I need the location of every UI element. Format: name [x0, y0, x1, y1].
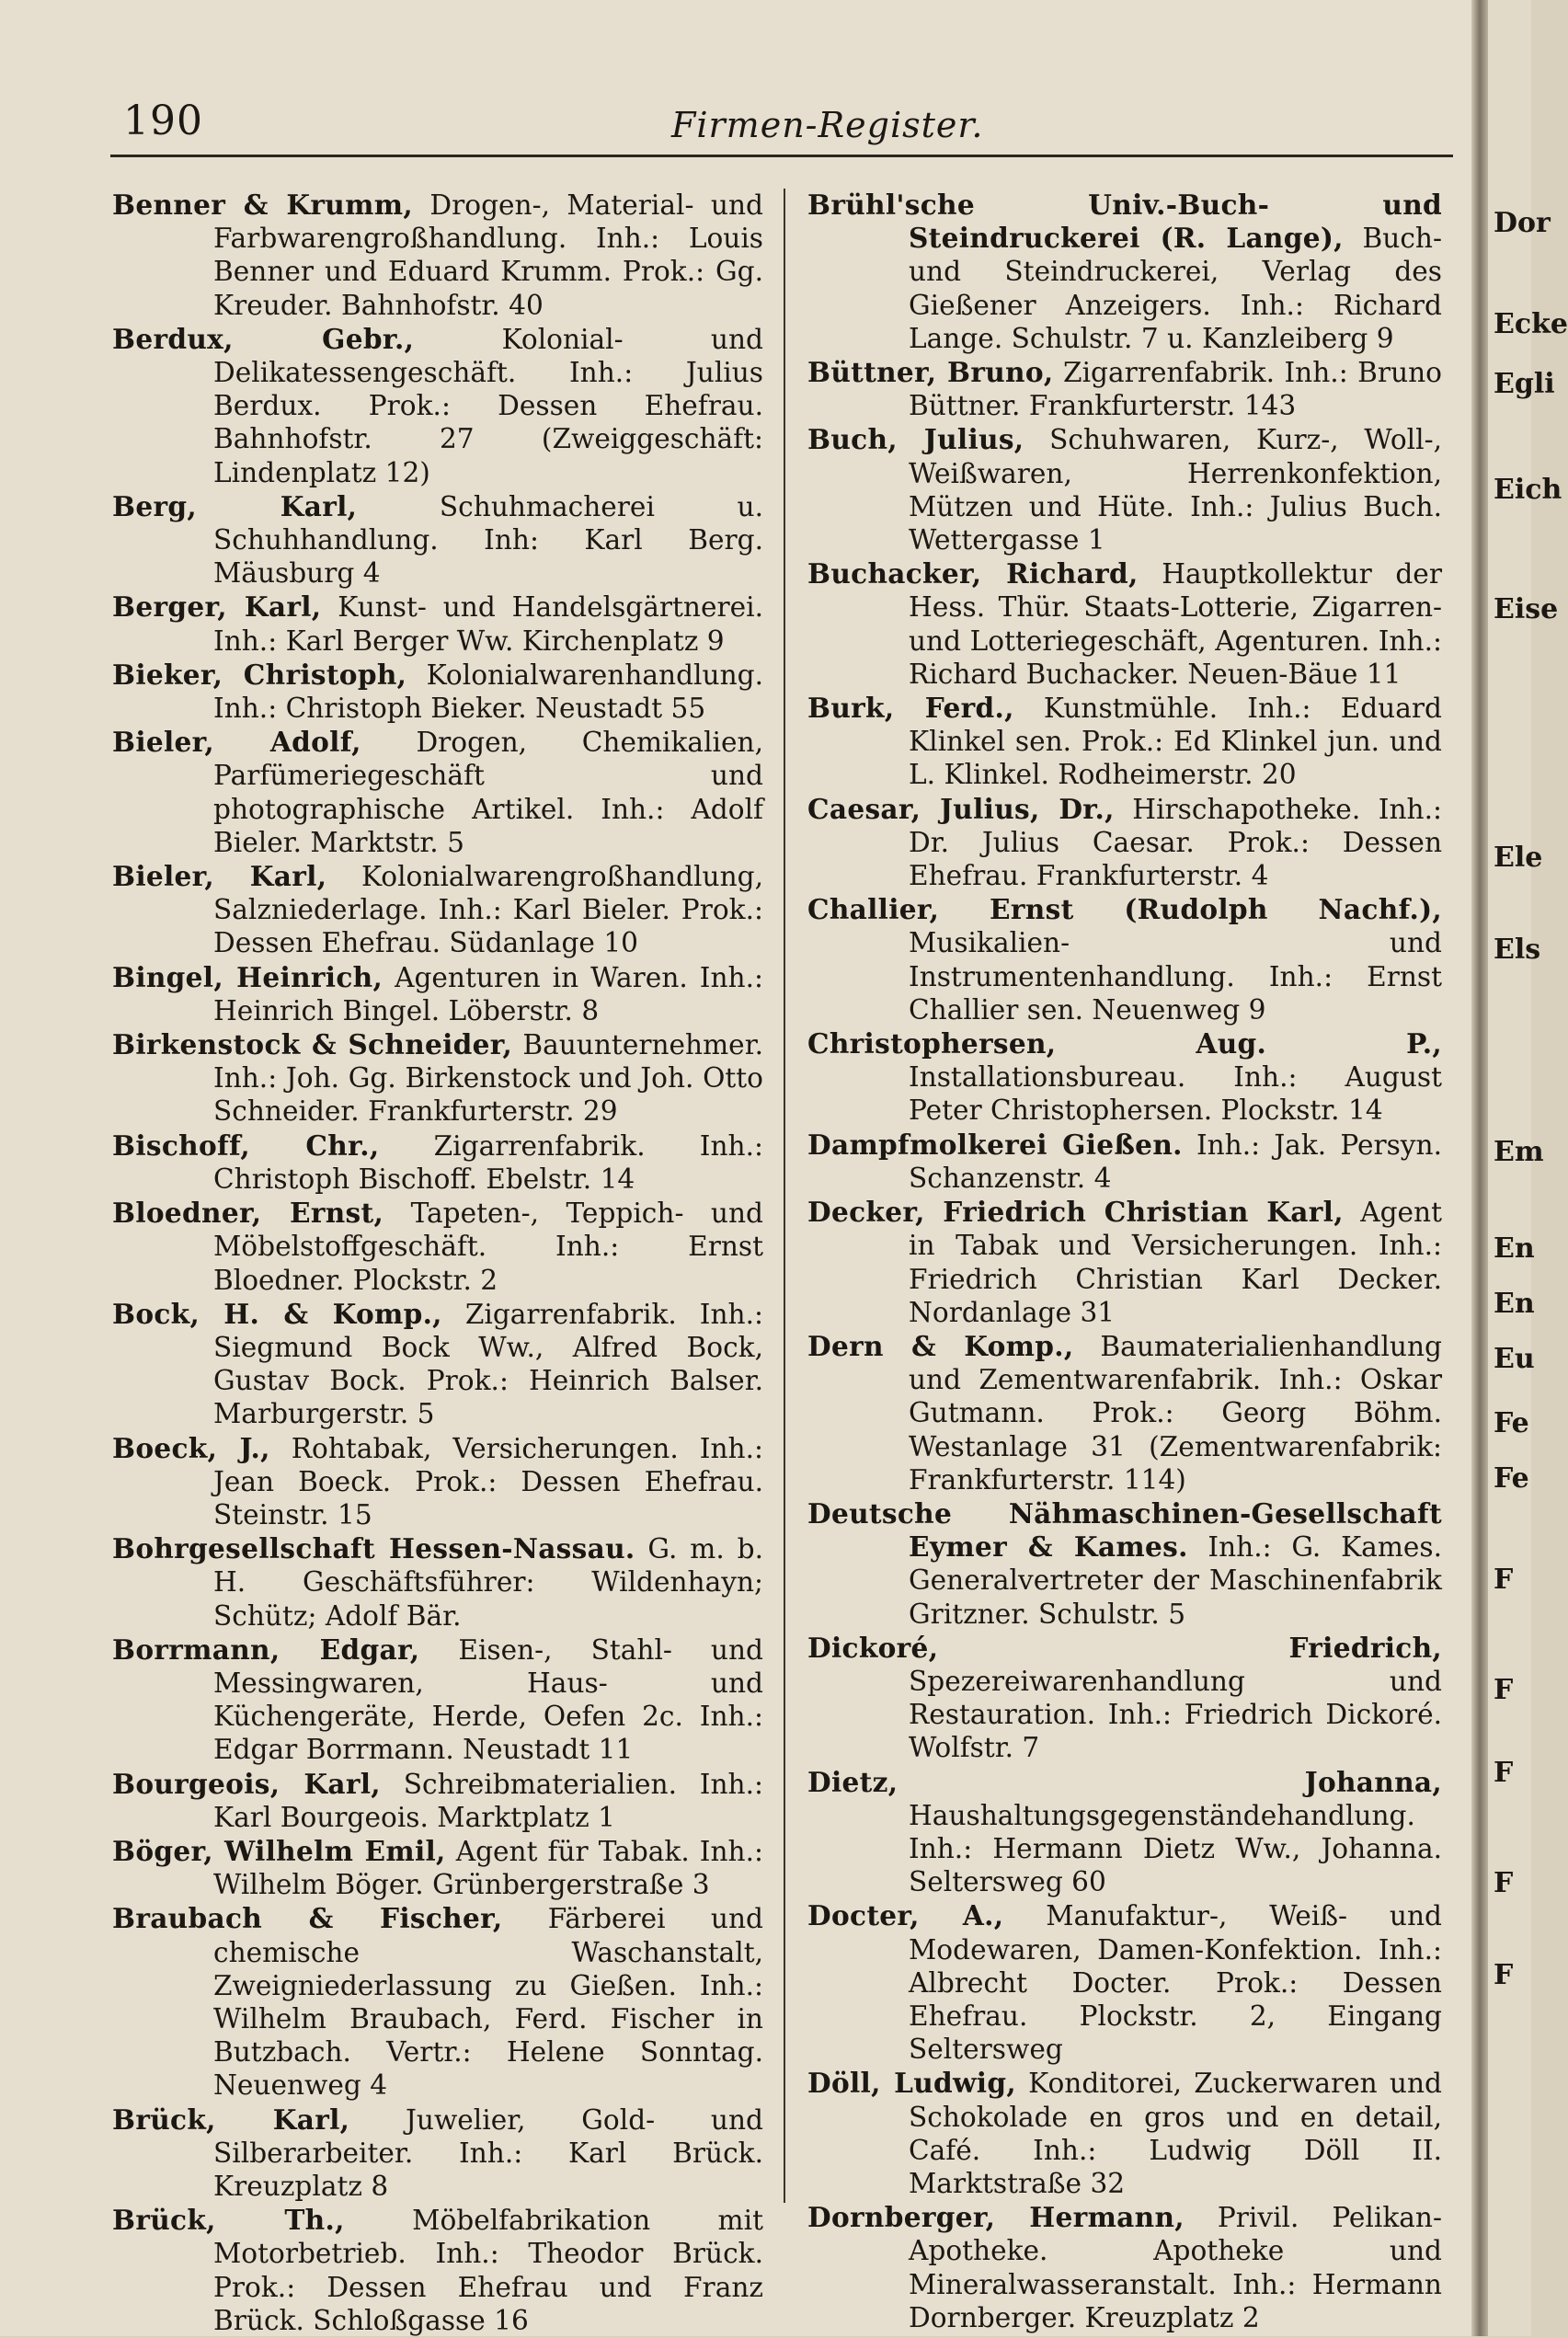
firm-name: Benner & Krumm,	[112, 189, 413, 221]
cropped-entry-fragment: F	[1494, 1867, 1514, 1899]
firm-details: Privil. Pelikan-Apotheke. Apotheke und Mineralwasseranstalt. Inh.: Hermann Dornberger. Kreuzplatz 2	[909, 2202, 1442, 2333]
cropped-entry-fragment: Eise	[1494, 593, 1559, 625]
register-entry	[112, 726, 763, 859]
register-entry	[112, 1532, 763, 1633]
register-entry	[112, 590, 763, 657]
firm-name: Buch, Julius,	[807, 423, 1024, 456]
firm-details: Schuhwaren, Kurz-, Woll-, Weißwaren, Herrenkonfektion, Mützen und Hüte. Inh.: Julius Buch. Wettergasse 1	[909, 424, 1442, 556]
firm-name: Dornberger, Hermann,	[807, 2201, 1185, 2234]
firm-details: Spezereiwarenhandlung und Restauration. Inh.: Friedrich Dickoré. Wolfstr. 7	[909, 1665, 1442, 1764]
cropped-entry-fragment: Em	[1494, 1136, 1544, 1168]
firm-name: Brück, Th.,	[112, 2204, 345, 2237]
firm-details: Eisen-, Stahl- und Messingwaren, Haus- und Küchengeräte, Herde, Oefen 2c. Inh.: Edgar Borrmann. Neustadt 11	[213, 1633, 763, 1766]
firm-name: Docter, A.,	[807, 1899, 1004, 1932]
firm-details: Drogen-, Material- und Farbwarengroßhandlung. Inh.: Louis Benner und Eduard Krumm. Prok.: Gg. Kreuder. Bahnhofstr. 40	[213, 189, 763, 321]
firm-details: Hirschapotheke. Inh.: Dr. Julius Caesar. Prok.: Dessen Ehefrau. Frankfurterstr. 4	[909, 793, 1442, 892]
firm-name: Berdux, Gebr.,	[112, 322, 415, 355]
right-column	[807, 189, 1442, 2335]
cropped-entry-fragment: En	[1494, 1232, 1535, 1265]
register-entry	[112, 961, 763, 1027]
register-entry	[112, 189, 763, 322]
firm-name: Dietz, Johanna,	[807, 1765, 1442, 1798]
register-entry	[807, 189, 1442, 355]
firm-name: Dern & Komp.,	[807, 1329, 1074, 1362]
firm-details: Agenturen in Waren. Inh.: Heinrich Bingel. Löberstr. 8	[213, 961, 763, 1026]
page-number: 190	[123, 97, 203, 144]
firm-details: Tapeten-, Teppich- und Möbelstoffgeschäft. Inh.: Ernst Bloedner. Plockstr. 2	[213, 1198, 763, 1296]
firm-name: Bischoff, Chr.,	[112, 1129, 380, 1162]
register-entry	[112, 323, 763, 489]
firm-name: Dampfmolkerei Gießen.	[807, 1128, 1183, 1161]
register-entry	[112, 1129, 763, 1196]
firm-name: Bieler, Karl,	[112, 860, 327, 893]
register-entry	[112, 1633, 763, 1767]
firm-name: Bloedner, Ernst,	[112, 1197, 384, 1230]
firm-name: Brühl'sche Univ.-Buch- und Steindruckerei (R. Lange),	[807, 189, 1442, 255]
firm-details: Agent in Tabak und Versicherungen. Inh.: Friedrich Christian Karl Decker. Nordanlage 31	[909, 1197, 1442, 1328]
firm-name: Bingel, Heinrich,	[112, 960, 383, 993]
register-entry	[112, 1835, 763, 1901]
firm-name: Bock, H. & Komp.,	[112, 1297, 442, 1330]
firm-details: Konditorei, Zuckerwaren und Schokolade en gros und en detail, Café. Inh.: Ludwig Döll II. Marktstraße 32	[909, 2068, 1442, 2199]
firm-name: Birkenstock & Schneider,	[112, 1028, 513, 1061]
cropped-entry-fragment: F	[1494, 1757, 1514, 1789]
header-rule	[110, 155, 1453, 157]
firm-details: Möbelfabrikation mit Motorbetrieb. Inh.: Theodor Brück. Prok.: Dessen Ehefrau und Franz Brück. Schloßgasse 16	[213, 2205, 763, 2336]
firm-details: Zigarrenfabrik. Inh.: Christoph Bischoff. Ebelstr. 14	[213, 1129, 763, 1195]
register-entry	[112, 490, 763, 590]
firm-details: Manufaktur-, Weiß- und Modewaren, Damen-Konfektion. Inh.: Albrecht Docter. Prok.: Dessen Ehefrau. Plockstr. 2, Eingang Seltersweg	[909, 1900, 1442, 2066]
cropped-entry-fragment: Egli	[1494, 368, 1555, 400]
register-entry	[807, 356, 1442, 422]
firm-details: Rohtabak, Versicherungen. Inh.: Jean Boeck. Prok.: Dessen Ehefrau. Steinstr. 15	[213, 1432, 763, 1530]
register-entry	[807, 423, 1442, 556]
cropped-entry-fragment: Ele	[1494, 842, 1543, 874]
register-entry	[112, 1768, 763, 1834]
firm-name: Caesar, Julius, Dr.,	[807, 792, 1115, 825]
register-entry	[807, 2067, 1442, 2200]
register-entry	[112, 860, 763, 960]
cropped-entry-fragment: Els	[1494, 934, 1541, 966]
cropped-entry-fragment: Fe	[1494, 1462, 1529, 1495]
firm-details: Kunst- und Handelsgärtnerei. Inh.: Karl Berger Ww. Kirchenplatz 9	[213, 591, 763, 657]
firm-name: Bohrgesellschaft Hessen-Nassau.	[112, 1532, 635, 1565]
cropped-entry-fragment: F	[1494, 1959, 1514, 1991]
firm-name: Burk, Ferd.,	[807, 692, 1014, 725]
register-entry	[807, 1632, 1442, 1765]
cropped-entry-fragment: Fe	[1494, 1407, 1529, 1439]
running-title: Firmen-Register.	[671, 105, 984, 145]
cropped-entry-fragment: En	[1494, 1288, 1535, 1320]
cropped-entry-fragment: F	[1494, 1674, 1514, 1706]
firm-details: Installationsbureau. Inh.: August Peter Christophersen. Plockstr. 14	[909, 1061, 1442, 1127]
firm-details: Musikalien- und Instrumentenhandlung. Inh.: Ernst Challier sen. Neuenweg 9	[909, 927, 1442, 1026]
register-entry	[112, 2103, 763, 2204]
firm-name: Bourgeois, Karl,	[112, 1767, 381, 1800]
firm-name: Bieler, Adolf,	[112, 726, 361, 759]
register-entry	[112, 1028, 763, 1129]
firm-name: Decker, Friedrich Christian Karl,	[807, 1196, 1344, 1229]
firm-name: Berg, Karl,	[112, 489, 358, 522]
firm-name: Büttner, Bruno,	[807, 356, 1054, 389]
firm-details: Drogen, Chemikalien, Parfümeriegeschäft und photographische Artikel. Inh.: Adolf Bieler. Marktstr. 5	[213, 727, 763, 858]
firm-name: Braubach & Fischer,	[112, 1902, 503, 1935]
firm-details: Baumaterialienhandlung und Zementwarenfabrik. Inh.: Oskar Gutmann. Prok.: Georg Böhm. Westanlage 31 (Zementwarenfabrik: Frankfurterstr. 114)	[909, 1330, 1442, 1496]
firm-details: Zigarrenfabrik. Inh.: Bruno Büttner. Frankfurterstr. 143	[909, 357, 1442, 422]
firm-name: Berger, Karl,	[112, 590, 322, 624]
register-entry	[807, 893, 1442, 1026]
column-divider	[784, 189, 785, 2203]
register-entry	[807, 1766, 1442, 1899]
cropped-entry-fragment: Ecke	[1494, 308, 1568, 340]
adjacent-page-edge	[1488, 0, 1568, 2336]
page-header	[110, 92, 1435, 166]
register-entry	[807, 1899, 1442, 2066]
register-entry	[112, 2204, 763, 2337]
firm-details: Inh.: G. Kames. Generalvertreter der Maschinenfabrik Gritzner. Schulstr. 5	[909, 1531, 1442, 1630]
firm-name: Böger, Wilhelm Emil,	[112, 1834, 446, 1867]
cropped-entry-fragment: F	[1494, 1564, 1514, 1596]
cropped-entry-fragment: Eu	[1494, 1343, 1535, 1375]
cropped-entry-fragment: Eich	[1494, 474, 1562, 506]
firm-name: Christophersen, Aug. P.,	[807, 1027, 1442, 1060]
register-entry	[112, 1432, 763, 1532]
cropped-entry-fragment: Dor	[1494, 207, 1551, 239]
book-gutter	[1471, 0, 1488, 2336]
firm-details: Agent für Tabak. Inh.: Wilhelm Böger. Grünbergerstraße 3	[213, 1835, 763, 1901]
firm-name: Brück, Karl,	[112, 2103, 350, 2136]
register-entry	[112, 1902, 763, 2102]
firm-details: Schuhmacherei u. Schuhhandlung. Inh: Karl Berg. Mäusburg 4	[213, 490, 763, 590]
register-entry	[807, 1129, 1442, 1195]
firm-details: Inh.: Jak. Persyn. Schanzenstr. 4	[909, 1129, 1442, 1194]
firm-details: Kolonialwarenhandlung. Inh.: Christoph Bieker. Neustadt 55	[213, 659, 763, 725]
register-entry	[807, 1196, 1442, 1329]
firm-details: Kolonialwarengroßhandlung, Salzniederlage. Inh.: Karl Bieler. Prok.: Dessen Ehefrau. Südanlage 10	[213, 861, 763, 959]
firm-details: Juwelier, Gold- und Silberarbeiter. Inh.: Karl Brück. Kreuzplatz 8	[213, 2103, 763, 2202]
firm-name: Deutsche Nähmaschinen-Gesellschaft Eymer & Kames.	[807, 1496, 1442, 1564]
register-entry	[807, 1027, 1442, 1128]
register-entry	[807, 2201, 1442, 2334]
register-entry	[807, 793, 1442, 893]
firm-details: Haushaltungsgegenständehandlung. Inh.: Hermann Dietz Ww., Johanna. Seltersweg 60	[909, 1799, 1442, 1898]
firm-details: Hauptkollektur der Hess. Thür. Staats-Lotterie, Zigarren- und Lotteriegeschäft, Agenturen. Inh.: Richard Buchacker. Neuen-Bäue 11	[909, 558, 1442, 690]
firm-details: Kunstmühle. Inh.: Eduard Klinkel sen. Prok.: Ed Klinkel jun. und L. Klinkel. Rodheimerstr. 20	[909, 693, 1442, 791]
firm-name: Challier, Ernst (Rudolph Nachf.),	[807, 893, 1442, 926]
firm-details: Schreibmaterialien. Inh.: Karl Bourgeois. Marktplatz 1	[213, 1768, 763, 1833]
register-entry	[807, 557, 1442, 691]
register-entry	[112, 1197, 763, 1297]
firm-name: Borrmann, Edgar,	[112, 1633, 420, 1666]
firm-details: Zigarrenfabrik. Inh.: Siegmund Bock Ww., Alfred Bock, Gustav Bock. Prok.: Heinrich Balser. Marburgerstr. 5	[213, 1298, 763, 1430]
firm-details: Kolonial- und Delikatessengeschäft. Inh.: Julius Berdux. Prok.: Dessen Ehefrau. Bahnhofstr. 27 (Zweiggeschäft: Lindenplatz 12)	[213, 323, 763, 488]
firm-details: G. m. b. H. Geschäftsführer: Wildenhayn; Schütz; Adolf Bär.	[213, 1533, 763, 1632]
register-entry	[807, 1330, 1442, 1496]
left-column	[112, 189, 763, 2338]
register-entry	[112, 659, 763, 725]
firm-name: Bieker, Christoph,	[112, 658, 407, 691]
register-entry	[807, 692, 1442, 792]
firm-details: Buch- und Steindruckerei, Verlag des Gießener Anzeigers. Inh.: Richard Lange. Schulstr. 7 u. Kanzleiberg 9	[909, 223, 1442, 354]
firm-details: Bauunternehmer. Inh.: Joh. Gg. Birkenstock und Joh. Otto Schneider. Frankfurterstr. 29	[213, 1029, 763, 1128]
firm-name: Buchacker, Richard,	[807, 557, 1139, 590]
firm-name: Döll, Ludwig,	[807, 2067, 1016, 2100]
register-entry	[807, 1497, 1442, 1631]
firm-name: Boeck, J.,	[112, 1431, 270, 1464]
firm-details: Färberei und chemische Waschanstalt, Zweigniederlassung zu Gießen. Inh.: Wilhelm Braubach, Ferd. Fischer in Butzbach. Vertr.: Helene Sonntag. Neuenweg 4	[213, 1903, 763, 2102]
register-entry	[112, 1298, 763, 1431]
firm-name: Dickoré, Friedrich,	[807, 1631, 1442, 1664]
